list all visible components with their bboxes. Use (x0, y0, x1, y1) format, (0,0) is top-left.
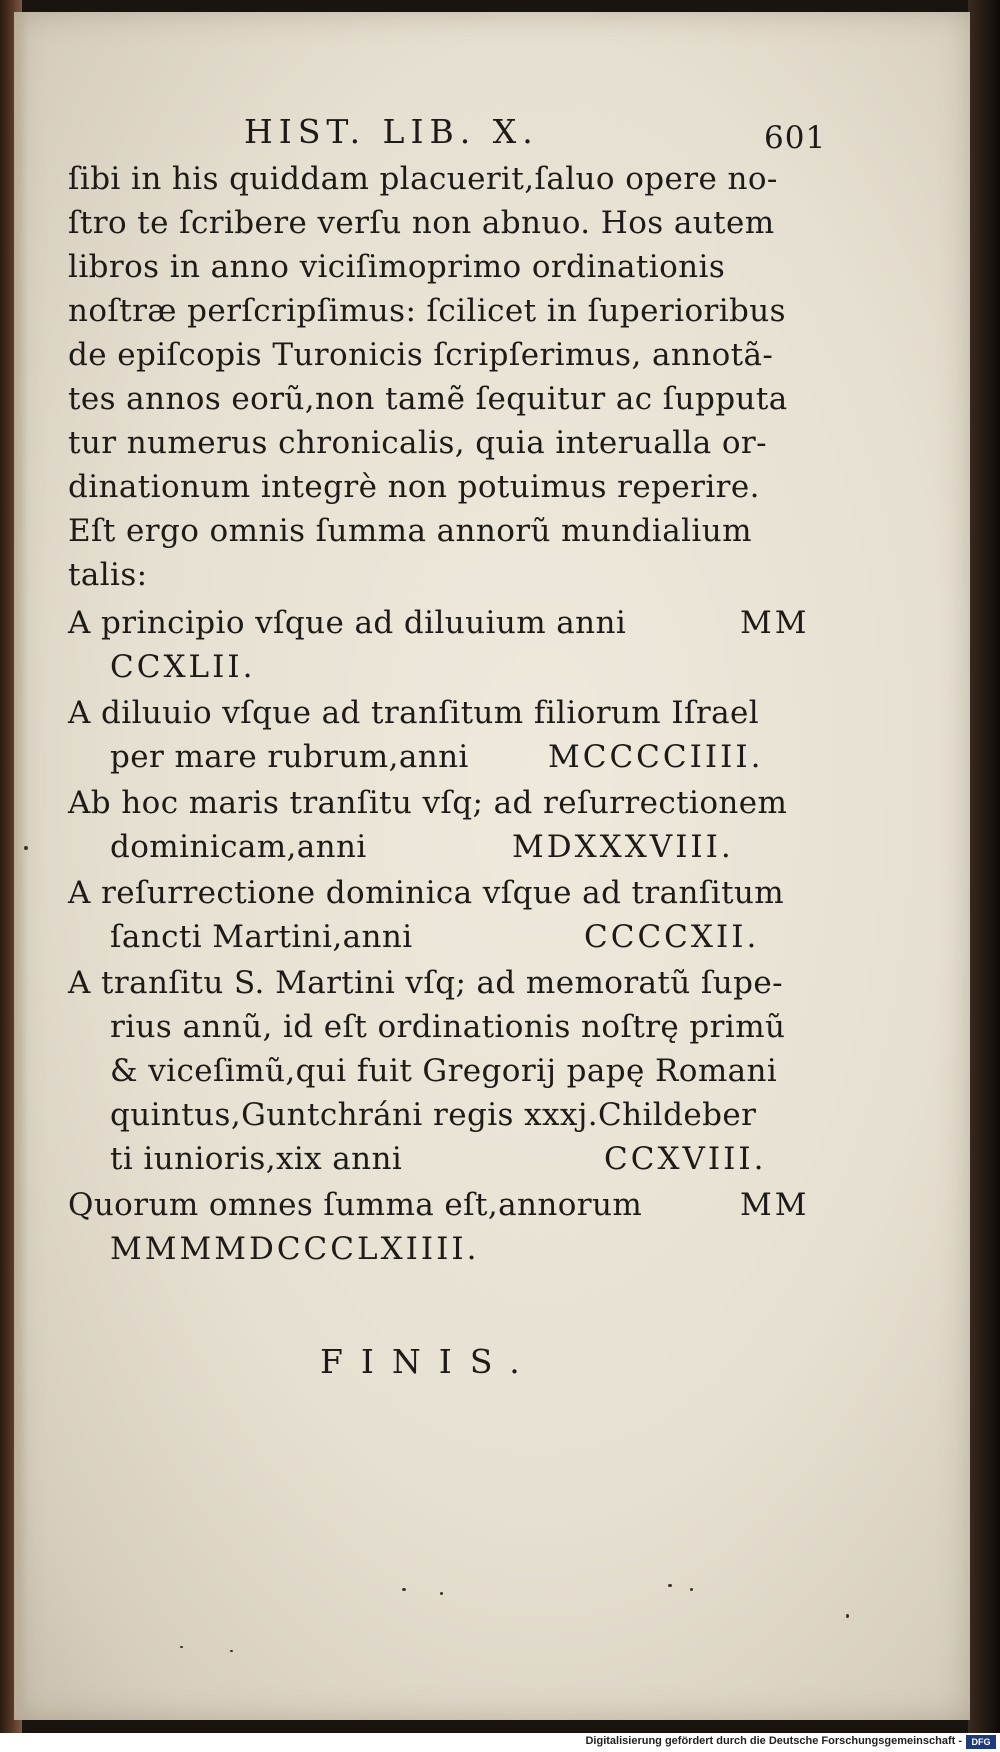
page-gutter-shade (14, 12, 28, 1720)
reckoning-numeral: MM (740, 605, 810, 641)
paper-speck (402, 1588, 406, 1591)
body-line: dinationum integrè non potuimus reperire. (68, 469, 760, 505)
body-line: Eſt ergo omnis ſumma annorũ mundialium (68, 513, 752, 549)
body-line: tes annos eorũ,non tamẽ ſequitur ac ſupputa (68, 381, 788, 417)
finis-colophon: FINIS. (320, 1342, 538, 1381)
reckoning-numeral: CCXVIII. (604, 1141, 767, 1177)
digitization-credit: Digitalisierung gefördert durch die Deutsche Forschungsgemeinschaft - (585, 1735, 962, 1747)
paper-speck (180, 1646, 183, 1648)
paper-speck (24, 846, 28, 850)
reckoning-line: quintus,Guntchráni regis xxxj.Childeber (110, 1097, 757, 1133)
body-line: ſtro te ſcribere verſu non abnuo. Hos autem (68, 205, 775, 241)
body-line: tur numerus chronicalis, quia interualla or- (68, 425, 768, 461)
reckoning-line: A tranſitu S. Martini vſq; ad memoratũ ſupe- (68, 965, 784, 1001)
running-title: HIST. LIB. X. (244, 112, 539, 151)
body-line: ſibi in his quiddam placuerit,ſaluo opere no- (68, 161, 778, 197)
paper-speck (846, 1614, 849, 1618)
reckoning-line: & viceſimũ,qui fuit Gregorij papę Romani (110, 1053, 778, 1089)
reckoning-numeral: CCCCXII. (584, 919, 760, 955)
reckoning-line: ti iunioris,xix anni (110, 1141, 403, 1177)
reckoning-line: ſancti Martini,anni (110, 919, 413, 955)
paper-speck (668, 1584, 672, 1587)
reckoning-line: A diluuio vſque ad tranſitum filiorum Iſrael (68, 695, 760, 731)
body-line: de epiſcopis Turonicis ſcripſerimus, annotã- (68, 337, 774, 373)
folio-number: 601 (764, 120, 827, 156)
body-line: talis: (68, 557, 148, 593)
reckoning-numeral: MM (740, 1187, 810, 1223)
reckoning-line: rius annũ, id eſt ordinationis noſtrę primũ (110, 1009, 786, 1045)
paper-speck (440, 1592, 443, 1595)
body-line: libros in anno viciſimoprimo ordinationis (68, 249, 726, 285)
reckoning-line: Ab hoc maris tranſitu vſq; ad reſurrectionem (68, 785, 788, 821)
reckoning-line: MMMMDCCCLXIIII. (110, 1231, 480, 1267)
reckoning-line: A principio vſque ad diluuium anni (68, 605, 627, 641)
reckoning-line: dominicam,anni (110, 829, 367, 865)
dfg-logo: DFG (966, 1735, 996, 1749)
reckoning-line: Quorum omnes ſumma eſt,annorum (68, 1187, 643, 1223)
reckoning-numeral: MDXXXVIII. (512, 829, 734, 865)
right-shadow-edge (968, 0, 1000, 1735)
reckoning-numeral: MCCCCIIII. (548, 739, 764, 775)
body-line: noſtræ perſcripſimus: ſcilicet in ſuperioribus (68, 293, 786, 329)
reckoning-line: A reſurrectione dominica vſque ad tranſitum (68, 875, 785, 911)
reckoning-line: per mare rubrum,anni (110, 739, 469, 775)
reckoning-line: CCXLII. (110, 649, 256, 685)
paper-speck (230, 1650, 233, 1652)
paper-speck (690, 1588, 693, 1591)
